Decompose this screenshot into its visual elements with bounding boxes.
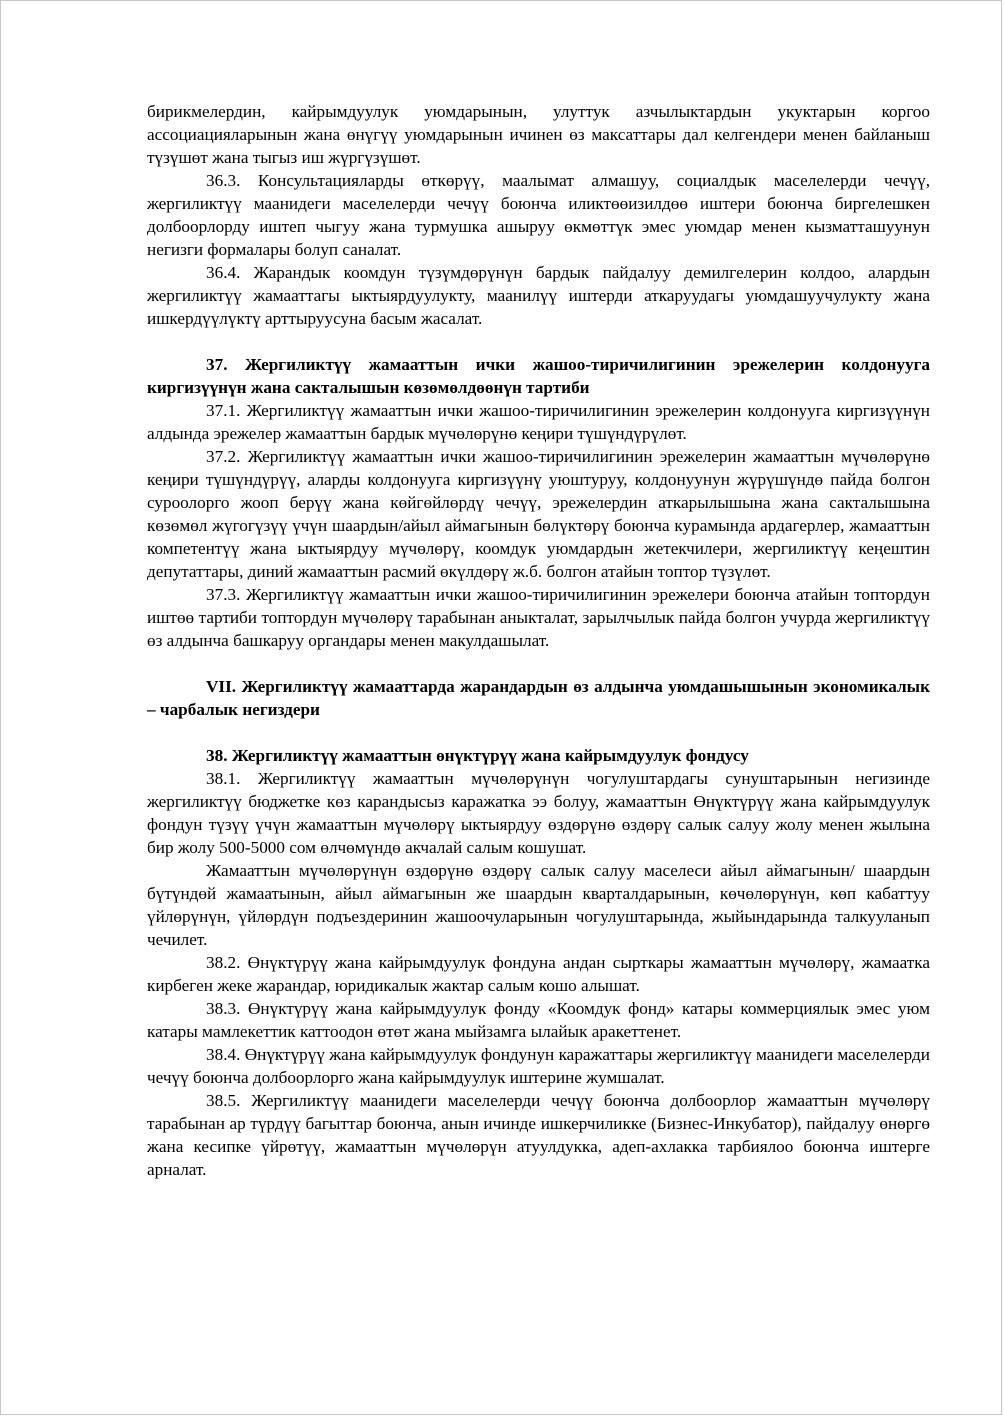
spacer xyxy=(147,330,930,353)
paragraph-36-3: 36.3. Консультацияларды өткөрүү, маалымат алмашуу, социалдык маселелерди чечүү, жергиликтүү маанидеги маселелерди чечүү боюнча иликтөөизилдөө иштери боюнча биргелешкен долбоорлорду иштеп чыгуу жана турмушка ашыруу өкмөттүк эмес уюмдар менен кызматташуунун негизги формалары болуп саналат. xyxy=(147,171,930,259)
paragraph-38-5: 38.5. Жергиликтүү маанидеги маселелерди чечүү боюнча долбоорлор жамааттын мүчөлөрү тарабынан ар түрдүү багыттар боюнча, анын ичинде ишкерчиликке (Бизнес-Инкубатор), пайдалуу өнөргө жана кесипке үйрөтүү, жамааттын мүчөлөрүн атуулдукка, адеп-ахлакка тарбиялоо боюнча иштерге арналат. xyxy=(147,1091,930,1179)
heading-section-38: 38. Жергиликтүү жамааттын өнүктүрүү жана кайрымдуулук фондусу xyxy=(206,746,749,765)
paragraph-37-3: 37.3. Жергиликтүү жамааттын ички жашоо-тиричилигинин эрежелери боюнча атайын топтордун иштөө тартиби топтордун мүчөлөрү тарабынан аныкталат, зарылчылык пайда болгон учурда жергиликтүү өз алдынча башкаруу органдары менен макулдашылат. xyxy=(147,585,930,650)
spacer xyxy=(147,721,930,744)
paragraph-38-1: 38.1. Жергиликтүү жамааттын мүчөлөрүнүн чогулуштардагы сунуштарынын негизинде жергиликтүү бюджетке көз карандысыз каражатка ээ болуу, жамааттын Өнүктүрүү жана кайрымдуулук фондун түзүү үчүн жамааттын мүчөлөрү ыктыярдуу өздөрүнө өздөрү салык салуу жолу менен жылына бир жолу 500-5000 сом өлчөмүндө акчалай салым кошушат. xyxy=(147,769,930,857)
heading-section-37: 37. Жергиликтүү жамааттын ички жашоо-тиричилигинин эрежелерин колдонууга киргизүүнүн жана сакталышын көзөмөлдөөнүн тартиби xyxy=(147,355,930,397)
paragraph-38-1-continued: Жамааттын мүчөлөрүнүн өздөрүнө өздөрү салык салуу маселеси айыл аймагынын/ шаардын бүтүндөй жамаатынын, айыл аймагынын же шаардын кварталдарынын, көчөлөрүнүн, көп кабаттуу үйлөрүнүн, үйлөрдүн подъездеринин жашоочуларынын чогулуштарында, жыйындарында талкууланып чечилет. xyxy=(147,861,930,949)
heading-chapter-vii: VII. Жергиликтүү жамааттарда жарандардын өз алдынча уюмдашышынын экономикалык – чарбалык негиздери xyxy=(147,677,930,719)
document-body xyxy=(147,100,930,1181)
paragraph-38-3: 38.3. Өнүктүрүү жана кайрымдуулук фонду «Коомдук фонд» катары коммерциялык эмес уюм катары мамлекеттик каттоодон өтөт жана мыйзамга ылайык аракеттенет. xyxy=(147,999,930,1041)
paragraph-continuation: бирикмелердин, кайрымдуулук уюмдарынын, улуттук азчылыктардын укуктарын коргоо ассоциацияларынын жана өнүгүү уюмдарынын ичинен өз максаттары дал келгендери менен байланыш түзүшөт жана тыгыз иш жүргүзүшөт. xyxy=(147,102,930,167)
paragraph-37-1: 37.1. Жергиликтүү жамааттын ички жашоо-тиричилигинин эрежелерин колдонууга киргизүүнүн алдында эрежелер жамааттын бардык мүчөлөрүнө кеңири түшүндүрүлөт. xyxy=(147,401,930,443)
paragraph-38-4: 38.4. Өнүктүрүү жана кайрымдуулук фондунун каражаттары жергиликтүү маанидеги маселелерди чечүү боюнча долбоорлорго жана кайрымдуулук иштерине жумшалат. xyxy=(147,1045,930,1087)
paragraph-37-2: 37.2. Жергиликтүү жамааттын ички жашоо-тиричилигинин эрежелерин жамааттын мүчөлөрүнө кеңири түшүндүрүү, аларды колдонууга киргизүүнү уюштуруу, колдонуунун жүрүшүндө пайда болгон суроолорго жооп берүү жана көйгөйлөрдү чечүү, эрежелердин аткарылышына жана сакталышына көзөмөл жүгогүзүү үчүн шаардын/айыл аймагынын бөлүктөрү боюнча курамында ардагерлер, жамааттын компетентүү жана ыктыярдуу мүчөлөрү, коомдук уюмдардын жетекчилери, жергиликтүү кеңештин депутаттары, диний жамааттын расмий өкүлдөрү ж.б. болгон атайын топтор түзүлөт. xyxy=(147,447,930,581)
spacer xyxy=(147,652,930,675)
paragraph-36-4: 36.4. Жарандык коомдун түзүмдөрүнүн бардык пайдалуу демилгелерин колдоо, алардын жергиликтүү жамааттагы ыктыярдуулукту, маанилүү иштерди аткаруудагы уюмдашуучулукту жана ишкердүүлүктү арттыруусуна басым жасалат. xyxy=(147,263,930,328)
paragraph-38-2: 38.2. Өнүктүрүү жана кайрымдуулук фондуна андан сырткары жамааттын мүчөлөрү, жамаатка кирбеген жеке жарандар, юридикалык жактар салым кошо алышат. xyxy=(147,953,930,995)
